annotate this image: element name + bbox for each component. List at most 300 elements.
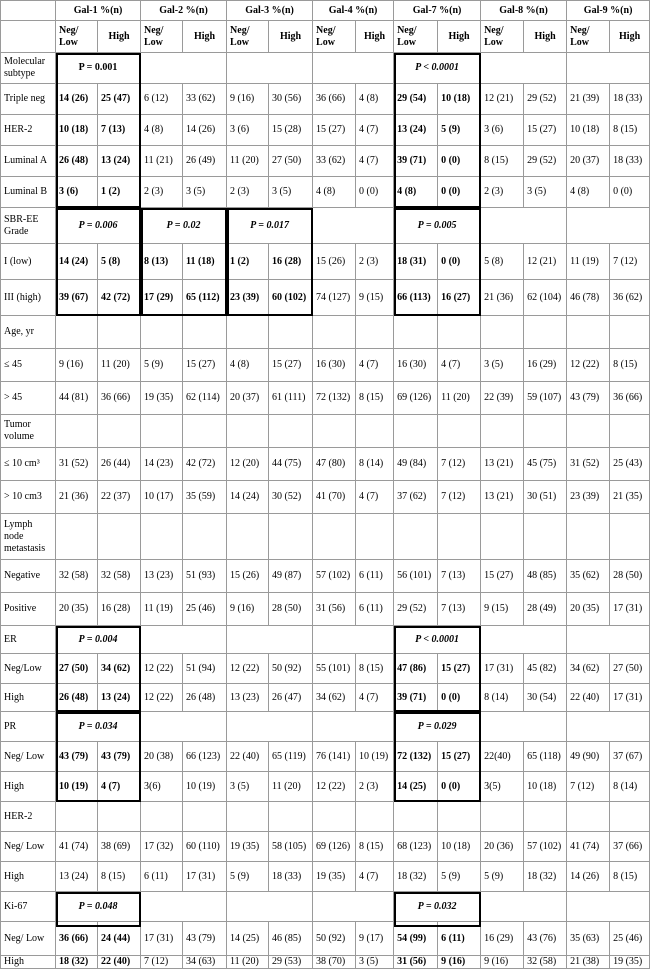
empty-cell <box>481 892 567 922</box>
table-cell: 0 (0) <box>438 244 481 280</box>
table-cell: 66 (123) <box>183 742 227 772</box>
table-cell: 4 (7) <box>356 684 394 712</box>
table-cell: 34 (62) <box>567 654 610 684</box>
table-cell: 13 (24) <box>98 684 141 712</box>
empty-cell <box>567 208 650 244</box>
row-label: Neg/Low <box>1 654 56 684</box>
table-cell: 7 (12) <box>438 481 481 514</box>
table-cell: 20 (37) <box>227 382 269 415</box>
table-cell: 15 (28) <box>269 115 313 146</box>
empty-cell <box>227 415 269 448</box>
table-cell: 11 (18) <box>183 244 227 280</box>
table-cell: 19 (35) <box>313 862 356 892</box>
table-cell: 12 (21) <box>524 244 567 280</box>
table-row <box>1 244 650 280</box>
table-cell: 10 (19) <box>183 772 227 802</box>
table-cell: 47 (80) <box>313 448 356 481</box>
empty-cell <box>141 316 183 349</box>
empty-cell <box>356 514 394 560</box>
table-cell: 43 (79) <box>98 742 141 772</box>
table-cell: 16 (28) <box>98 593 141 626</box>
empty-cell <box>313 53 394 84</box>
table-cell: 4 (7) <box>438 349 481 382</box>
empty-cell <box>98 415 141 448</box>
table-cell: 3(6) <box>141 772 183 802</box>
table-cell: 18 (33) <box>610 84 650 115</box>
table-cell: 15 (27) <box>313 115 356 146</box>
table-row <box>1 382 650 415</box>
row-label: High <box>1 684 56 712</box>
table-cell: 51 (93) <box>183 560 227 593</box>
subheader-high: High <box>269 21 313 53</box>
table-cell: 37 (67) <box>610 742 650 772</box>
empty-cell <box>481 626 567 654</box>
table-cell: 4 (7) <box>98 772 141 802</box>
empty-cell <box>313 712 394 742</box>
table-cell: 15 (27) <box>481 560 524 593</box>
column-header-1: Gal-1 %(n) <box>56 1 141 21</box>
empty-cell <box>610 415 650 448</box>
header-row <box>1 1 650 21</box>
table-cell: 65 (112) <box>183 280 227 316</box>
table-cell: 16 (30) <box>394 349 438 382</box>
table-cell: 13 (24) <box>56 862 98 892</box>
empty-cell <box>356 316 394 349</box>
subheader-high: High <box>183 21 227 53</box>
table-cell: 36 (66) <box>610 382 650 415</box>
table-cell: 26 (49) <box>183 146 227 177</box>
table-row <box>1 448 650 481</box>
table-cell: 50 (92) <box>313 922 356 956</box>
table-cell: 17 (31) <box>481 654 524 684</box>
table-cell: 54 (99) <box>394 922 438 956</box>
empty-cell <box>394 415 438 448</box>
table-cell: 11 (19) <box>567 244 610 280</box>
table-cell: 20 (38) <box>141 742 183 772</box>
table-cell: 25 (47) <box>98 84 141 115</box>
empty-cell <box>141 514 183 560</box>
subheader-high: High <box>356 21 394 53</box>
table-cell: 15 (26) <box>313 244 356 280</box>
table-cell: 31 (52) <box>56 448 98 481</box>
subheader-neg-low: Neg/ Low <box>567 21 610 53</box>
empty-cell <box>481 712 567 742</box>
table-cell: 4 (8) <box>356 84 394 115</box>
table-cell: 37 (62) <box>394 481 438 514</box>
table-cell: 27 (50) <box>269 146 313 177</box>
row-label: Molecular subtype <box>1 53 56 84</box>
table-cell: 31 (52) <box>567 448 610 481</box>
empty-cell <box>610 316 650 349</box>
table-cell: 4 (8) <box>313 177 356 208</box>
empty-cell <box>227 712 313 742</box>
column-header-3: Gal-3 %(n) <box>227 1 313 21</box>
table-cell: 3 (6) <box>481 115 524 146</box>
empty-cell <box>567 802 610 832</box>
empty-cell <box>313 415 356 448</box>
empty-cell <box>183 415 227 448</box>
empty-cell <box>567 892 650 922</box>
row-label: Negative <box>1 560 56 593</box>
table-cell: 69 (126) <box>313 832 356 862</box>
table-cell: 9 (16) <box>227 593 269 626</box>
table-row <box>1 53 650 84</box>
table-cell: 22 (40) <box>98 956 141 969</box>
subheader-high: High <box>98 21 141 53</box>
table-cell: 22 (37) <box>98 481 141 514</box>
table-cell: 9 (15) <box>356 280 394 316</box>
table-cell: 61 (111) <box>269 382 313 415</box>
row-label: Luminal A <box>1 146 56 177</box>
table-cell: 7 (13) <box>438 593 481 626</box>
table-cell: 9 (15) <box>481 593 524 626</box>
table-row <box>1 415 650 448</box>
table-cell: 12 (22) <box>141 654 183 684</box>
table-row <box>1 593 650 626</box>
table-cell: 34 (62) <box>313 684 356 712</box>
table-cell: 13 (21) <box>481 448 524 481</box>
table-cell: 13 (24) <box>394 115 438 146</box>
table-row <box>1 832 650 862</box>
empty-cell <box>567 316 610 349</box>
table-cell: 25 (46) <box>610 922 650 956</box>
table-cell: 33 (62) <box>183 84 227 115</box>
table-cell: 10 (18) <box>524 772 567 802</box>
table-row <box>1 742 650 772</box>
table-row <box>1 316 650 349</box>
table-cell: 17 (32) <box>141 832 183 862</box>
table-cell: 36 (66) <box>56 922 98 956</box>
table-row <box>1 177 650 208</box>
table-cell: 66 (113) <box>394 280 438 316</box>
table-cell: 14 (24) <box>227 481 269 514</box>
table-cell: 14 (25) <box>394 772 438 802</box>
table-cell: 13 (21) <box>481 481 524 514</box>
empty-cell <box>481 316 524 349</box>
table-cell: 72 (132) <box>313 382 356 415</box>
table-cell: 18 (32) <box>56 956 98 969</box>
table-row <box>1 802 650 832</box>
table-cell: 43 (76) <box>524 922 567 956</box>
empty-cell <box>141 53 227 84</box>
table-cell: 8 (14) <box>481 684 524 712</box>
empty-cell <box>394 802 438 832</box>
table-cell: 46 (85) <box>269 922 313 956</box>
empty-cell <box>269 514 313 560</box>
table-cell: 14 (25) <box>227 922 269 956</box>
table-cell: 3 (6) <box>227 115 269 146</box>
table-cell: 7 (12) <box>141 956 183 969</box>
table-row <box>1 514 650 560</box>
table-cell: 45 (82) <box>524 654 567 684</box>
table-cell: 4 (8) <box>567 177 610 208</box>
table-cell: 7 (12) <box>438 448 481 481</box>
table-cell: 13 (23) <box>227 684 269 712</box>
table-cell: 30 (51) <box>524 481 567 514</box>
table-cell: 19 (35) <box>610 956 650 969</box>
table-cell: 49 (84) <box>394 448 438 481</box>
table-cell: 16 (27) <box>438 280 481 316</box>
empty-cell <box>524 415 567 448</box>
p-value: P = 0.001 <box>56 53 141 84</box>
table-cell: 21 (39) <box>567 84 610 115</box>
table-cell: 11 (20) <box>227 956 269 969</box>
table-row <box>1 956 650 969</box>
table-cell: 2 (3) <box>481 177 524 208</box>
empty-cell <box>313 514 356 560</box>
table-cell: 7 (12) <box>610 244 650 280</box>
table-cell: 27 (50) <box>610 654 650 684</box>
table-cell: 65 (119) <box>269 742 313 772</box>
table-cell: 62 (104) <box>524 280 567 316</box>
table-cell: 26 (47) <box>269 684 313 712</box>
table-cell: 16 (28) <box>269 244 313 280</box>
table-cell: 65 (118) <box>524 742 567 772</box>
table-cell: 18 (32) <box>524 862 567 892</box>
table-cell: 35 (59) <box>183 481 227 514</box>
table-cell: 16 (29) <box>524 349 567 382</box>
table-cell: 29 (52) <box>524 146 567 177</box>
table-cell: 51 (94) <box>183 654 227 684</box>
empty-cell <box>56 802 98 832</box>
empty-cell <box>567 514 610 560</box>
table-cell: 76 (141) <box>313 742 356 772</box>
table-cell: 60 (110) <box>183 832 227 862</box>
table-cell: 22 (39) <box>481 382 524 415</box>
table-row <box>1 115 650 146</box>
empty-cell <box>227 316 269 349</box>
table-cell: 15 (27) <box>524 115 567 146</box>
row-label: Neg/ Low <box>1 832 56 862</box>
table-cell: 8 (15) <box>610 862 650 892</box>
table-cell: 72 (132) <box>394 742 438 772</box>
row-label: Ki-67 <box>1 892 56 922</box>
table-cell: 17 (31) <box>183 862 227 892</box>
table-cell: 12 (20) <box>227 448 269 481</box>
table-cell: 12 (22) <box>141 684 183 712</box>
empty-cell <box>227 892 313 922</box>
empty-cell <box>98 316 141 349</box>
table-cell: 12 (22) <box>313 772 356 802</box>
subheader-high: High <box>524 21 567 53</box>
table-cell: 14 (26) <box>183 115 227 146</box>
table-cell: 6 (11) <box>141 862 183 892</box>
p-value: P = 0.02 <box>141 208 227 244</box>
table-cell: 28 (49) <box>524 593 567 626</box>
table-cell: 62 (114) <box>183 382 227 415</box>
table-cell: 9 (16) <box>481 956 524 969</box>
table-cell: 1 (2) <box>227 244 269 280</box>
table-cell: 20 (37) <box>567 146 610 177</box>
table-cell: 14 (26) <box>567 862 610 892</box>
table-cell: 2 (3) <box>356 772 394 802</box>
table-cell: 0 (0) <box>438 177 481 208</box>
table-cell: 15 (27) <box>438 742 481 772</box>
row-label: Lymph node metastasis <box>1 514 56 560</box>
table-cell: 39 (67) <box>56 280 98 316</box>
table-cell: 58 (105) <box>269 832 313 862</box>
table-cell: 3 (5) <box>356 956 394 969</box>
table-cell: 57 (102) <box>524 832 567 862</box>
table-cell: 10 (18) <box>567 115 610 146</box>
empty-cell <box>524 802 567 832</box>
empty-cell <box>227 802 269 832</box>
table-row <box>1 892 650 922</box>
p-value: P = 0.005 <box>394 208 481 244</box>
empty-cell <box>56 316 98 349</box>
table-cell: 15 (27) <box>183 349 227 382</box>
table-cell: 55 (101) <box>313 654 356 684</box>
table-cell: 4 (7) <box>356 146 394 177</box>
p-value: P = 0.032 <box>394 892 481 922</box>
table-cell: 12 (22) <box>227 654 269 684</box>
row-label: HER-2 <box>1 802 56 832</box>
table-row <box>1 560 650 593</box>
row-label: High <box>1 956 56 969</box>
table-cell: 13 (23) <box>141 560 183 593</box>
table-cell: 20 (35) <box>56 593 98 626</box>
row-label: Triple neg <box>1 84 56 115</box>
table-cell: 18 (32) <box>394 862 438 892</box>
empty-cell <box>269 415 313 448</box>
table-cell: 4 (7) <box>356 481 394 514</box>
row-label: HER-2 <box>1 115 56 146</box>
table-cell: 41 (70) <box>313 481 356 514</box>
row-label: Tumor volume <box>1 415 56 448</box>
table-cell: 68 (123) <box>394 832 438 862</box>
table-cell: 2 (3) <box>141 177 183 208</box>
table-cell: 1 (2) <box>98 177 141 208</box>
table-cell: 28 (50) <box>610 560 650 593</box>
table-cell: 74 (127) <box>313 280 356 316</box>
empty-cell <box>183 802 227 832</box>
row-label: PR <box>1 712 56 742</box>
subheader-row <box>1 21 650 53</box>
table-cell: 32 (58) <box>56 560 98 593</box>
table-cell: 25 (43) <box>610 448 650 481</box>
table-cell: 10 (18) <box>438 832 481 862</box>
empty-cell <box>56 514 98 560</box>
table-row <box>1 481 650 514</box>
table-cell: 43 (79) <box>567 382 610 415</box>
table-cell: 23 (39) <box>227 280 269 316</box>
empty-cell <box>227 626 313 654</box>
table-cell: 0 (0) <box>438 684 481 712</box>
table-cell: 26 (48) <box>56 146 98 177</box>
table-cell: 20 (35) <box>567 593 610 626</box>
table-cell: 69 (126) <box>394 382 438 415</box>
table-cell: 18 (31) <box>394 244 438 280</box>
table-cell: 37 (66) <box>610 832 650 862</box>
table-cell: 9 (16) <box>56 349 98 382</box>
table-cell: 59 (107) <box>524 382 567 415</box>
table-row <box>1 208 650 244</box>
table-cell: 36 (66) <box>313 84 356 115</box>
table-cell: 30 (52) <box>269 481 313 514</box>
table-cell: 17 (29) <box>141 280 183 316</box>
row-label: Luminal B <box>1 177 56 208</box>
empty-cell <box>141 415 183 448</box>
table-cell: 5 (9) <box>227 862 269 892</box>
table-cell: 49 (90) <box>567 742 610 772</box>
table-cell: 8 (15) <box>356 654 394 684</box>
table-cell: 5 (9) <box>481 862 524 892</box>
table-cell: 10 (19) <box>356 742 394 772</box>
table-cell: 21 (38) <box>567 956 610 969</box>
table-cell: 3 (5) <box>227 772 269 802</box>
table-row <box>1 626 650 654</box>
table-cell: 27 (50) <box>56 654 98 684</box>
table-cell: 47 (86) <box>394 654 438 684</box>
table-cell: 7 (13) <box>98 115 141 146</box>
table-cell: 5 (8) <box>481 244 524 280</box>
empty-cell <box>141 892 227 922</box>
table-cell: 26 (48) <box>56 684 98 712</box>
row-label: > 10 cm3 <box>1 481 56 514</box>
table-cell: 44 (81) <box>56 382 98 415</box>
table-cell: 15 (27) <box>438 654 481 684</box>
table-row <box>1 654 650 684</box>
table-cell: 34 (62) <box>98 654 141 684</box>
table-cell: 14 (24) <box>56 244 98 280</box>
empty-cell <box>438 415 481 448</box>
table-cell: 44 (75) <box>269 448 313 481</box>
table-cell: 22 (40) <box>567 684 610 712</box>
p-value: P = 0.006 <box>56 208 141 244</box>
subheader-neg-low: Neg/ Low <box>394 21 438 53</box>
table-cell: 9 (16) <box>227 84 269 115</box>
table-cell: 22 (40) <box>227 742 269 772</box>
table-cell: 8 (13) <box>141 244 183 280</box>
table-cell: 11 (20) <box>98 349 141 382</box>
table-cell: 32 (58) <box>524 956 567 969</box>
subheader-neg-low: Neg/ Low <box>141 21 183 53</box>
table-cell: 29 (52) <box>394 593 438 626</box>
table-cell: 23 (39) <box>567 481 610 514</box>
corner-cell <box>1 1 56 21</box>
empty-cell <box>227 514 269 560</box>
p-value: P = 0.017 <box>227 208 313 244</box>
subheader-neg-low: Neg/ Low <box>227 21 269 53</box>
row-label: III (high) <box>1 280 56 316</box>
table-cell: 10 (17) <box>141 481 183 514</box>
empty-cell <box>183 316 227 349</box>
empty-cell <box>227 53 313 84</box>
table-cell: 8 (15) <box>356 382 394 415</box>
table-row <box>1 862 650 892</box>
table-cell: 4 (8) <box>141 115 183 146</box>
table-cell: 5 (8) <box>98 244 141 280</box>
table-cell: 11 (20) <box>227 146 269 177</box>
table-cell: 3 (5) <box>183 177 227 208</box>
table-cell: 3 (6) <box>56 177 98 208</box>
table-cell: 9 (17) <box>356 922 394 956</box>
table-cell: 43 (79) <box>56 742 98 772</box>
table-cell: 35 (63) <box>567 922 610 956</box>
empty-cell <box>356 802 394 832</box>
table-cell: 17 (31) <box>610 593 650 626</box>
table-cell: 17 (31) <box>610 684 650 712</box>
table-cell: 11 (20) <box>269 772 313 802</box>
table-cell: 48 (85) <box>524 560 567 593</box>
column-header-2: Gal-2 %(n) <box>141 1 227 21</box>
table-cell: 35 (62) <box>567 560 610 593</box>
table-cell: 21 (36) <box>481 280 524 316</box>
row-label: Neg/ Low <box>1 922 56 956</box>
table-cell: 12 (22) <box>567 349 610 382</box>
table-cell: 0 (0) <box>356 177 394 208</box>
table-cell: 21 (36) <box>56 481 98 514</box>
